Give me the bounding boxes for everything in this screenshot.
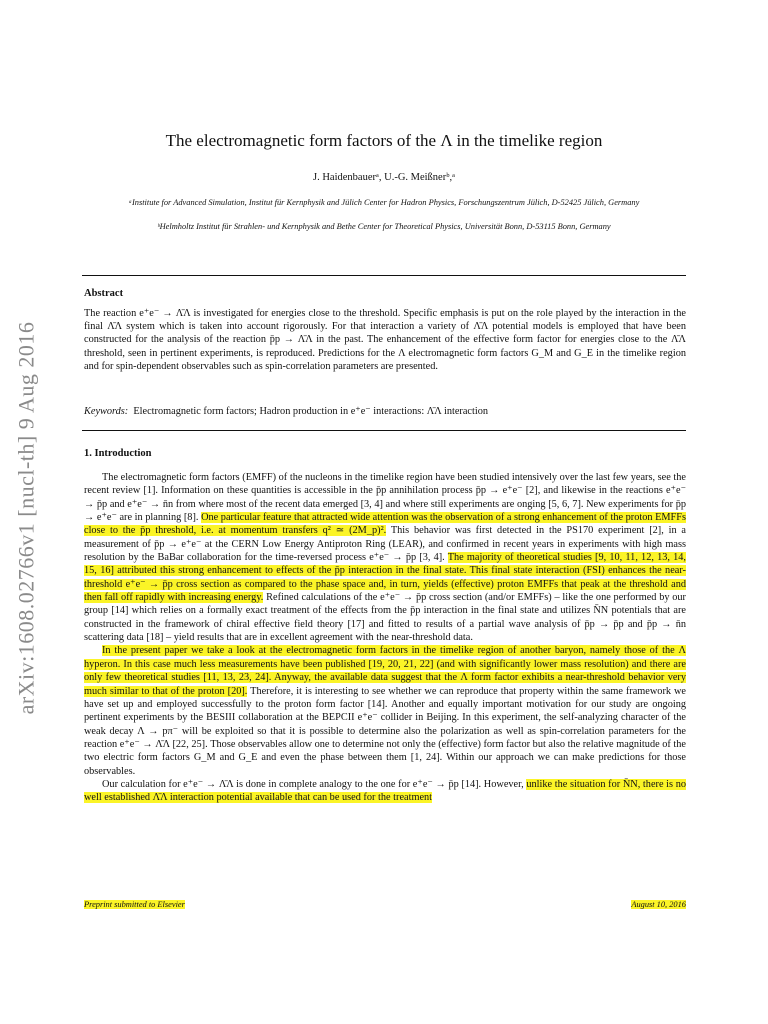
text-segment: Our calculation for e⁺e⁻ → Λ̄Λ is done in complete analogy to the one for e⁺e⁻ → p̄p [14]. However,: [102, 778, 527, 790]
paper-title: The electromagnetic form factors of the Λ in the timelike region: [165, 131, 603, 150]
keywords-text: Electromagnetic form factors; Hadron production in e⁺e⁻ interactions: Λ̄Λ interaction: [133, 406, 489, 417]
keywords-line: [84, 405, 686, 418]
introduction-body: [84, 471, 686, 805]
affiliation-b: ᵇHelmholtz Institut für Strahlen- und Kernphysik and Bethe Center for Theoretical Physics, Universität Bonn, D-53115 Bonn, Germany: [157, 222, 611, 231]
abstract-text: The reaction e⁺e⁻ → Λ̄Λ is investigated for energies close to the threshold. Specific emphasis is put on the role played by the interaction in the final Λ̄Λ system which is taken into account rigorously. For that interaction a variety of Λ̄Λ potential models is employed that have been constructed for the analysis of the reaction p̄p → Λ̄Λ in the past. The enhancement of the effective form factor for energies close to the Λ̄Λ threshold, seen in pertinent experiments, is reproduced. Predictions for the Λ electromagnetic form factors G_M and G_E in the timelike region and for spin-dependent observables such as spin-correlation parameters are presented.: [84, 308, 686, 372]
page-footer: [84, 900, 686, 909]
text-segment: The electromagnetic form factors (EMFF) of the nucleons in the timelike region have been studied intensively over the last few years, see the recent review [1]. Information on these quantities is accessible in the p̄p annihilation process p̄p → e⁺e⁻ [2], and likewise in the reactions e⁺e⁻ → p̄p and e⁺e⁻ → n̄n from where most of the recent data emerged [3, 4] and where still experiments are onging [5, 6, 7]. New experiments for p̄p → e⁺e⁻ are in planning [8].: [84, 472, 686, 524]
abstract-heading: Abstract: [84, 288, 124, 299]
arxiv-id-text: arXiv:1608.02766v1 [nucl-th] 9 Aug 2016: [13, 321, 39, 715]
arxiv-identifier-stamp: [2, 293, 50, 743]
footer-preprint-note: Preprint submitted to Elsevier: [84, 900, 185, 909]
section-heading-introduction: 1. Introduction: [84, 448, 152, 459]
author-list: J. Haidenbauerᵃ, U.-G. Meißnerᵇ,ᵃ: [313, 172, 455, 183]
text-segment: Therefore, it is interesting to see whether we can reproduce that property within the same framework we have set up and employed successfully to the proton form factor [14]. Another and equally important motivation for our study are ongoing pertinent experiments by the BESIII collaboration at the BEPCII e⁺e⁻ collider in Beijing. In this experiment, the self-analyzing character of the weak decay Λ → pπ⁻ will be exploited so that it is possible to determine also the polarization as well as spin-correlation parameters for the reaction e⁺e⁻ → Λ̄Λ [22, 25]. Those observables allow one to determine not only the (effective) form factor but also the relative magnitude of the two electric form factors G_M and G_E and even the phase between them [1, 24]. Within our approach we can make predictions for those observables.: [84, 685, 686, 777]
highlighted-text: The majority of theoretical studies [9, 10, 11, 12, 13, 14, 15, 16] attributed this strong enhancement to effects of the p̄p interaction in the final state. This final state interaction (FSI) enhances the near-threshold e⁺e⁻ → p̄p cross section as compared to the phase space and, in turn, yields (effective) proton EMFFs that peak at the threshold and then fall off rapidly with increasing energy.: [84, 552, 686, 604]
affiliation-a: ᵃInstitute for Advanced Simulation, Institut für Kernphysik and Jülich Center for Hadron Physics, Forschungszentrum Jülich, D-52425 Jülich, Germany: [128, 198, 640, 207]
highlighted-text: unlike the situation for N̄N, there is no well established Λ̄Λ interaction potential available that can be used for the treatment: [84, 778, 687, 804]
footer-date: August 10, 2016: [631, 900, 686, 909]
highlighted-text: In the present paper we take a look at the electromagnetic form factors in the timelike region of another baryon, namely those of the Λ hyperon. In this case much less measurements have been published [19, 20, 21, 22] (and with significantly lower mass resolution) and there are only few theoretical studies [11, 13, 23, 24]. Anyway, the available data suggest that the Λ form factor exhibits a near-threshold behavior very much similar to that of the proton [20].: [84, 645, 686, 697]
intro-paragraph-2: [84, 644, 686, 777]
intro-paragraph-1: [84, 471, 686, 644]
intro-paragraph-3: [84, 778, 686, 805]
abstract-top-rule: [82, 275, 686, 276]
abstract-bottom-rule: [82, 430, 686, 431]
text-segment: Refined calculations of the e⁺e⁻ → p̄p cross section (and/or EMFFs) – like the one performed by our group [14] which relies on a formally exact treatment of the effects from the p̄p interaction in the final state and utilizes N̄N potentials that are constructed in the framework of chiral effective field theory [17] and fitted to results of a partial wave analysis of p̄p → p̄p and p̄p → n̄n scattering data [18] – yield results that are in excellent agreement with the near-threshold data.: [84, 592, 686, 644]
highlighted-text: One particular feature that attracted wide attention was the observation of a strong enhancement of the proton EMFFs close to the p̄p threshold, i.e. at momentum transfers q² ≃ (2M_p)².: [84, 512, 687, 537]
text-segment: This behavior was first detected in the PS170 experiment [2], in a measurement of p̄p → e⁺e⁻ at the CERN Low Energy Antiproton Ring (LEAR), and confirmed in recent years in experiments with high mass resolution by the BaBar collaboration for the time-reversed process e⁺e⁻ → p̄p [3, 4].: [84, 525, 686, 564]
keywords-label: Keywords:: [84, 406, 129, 417]
